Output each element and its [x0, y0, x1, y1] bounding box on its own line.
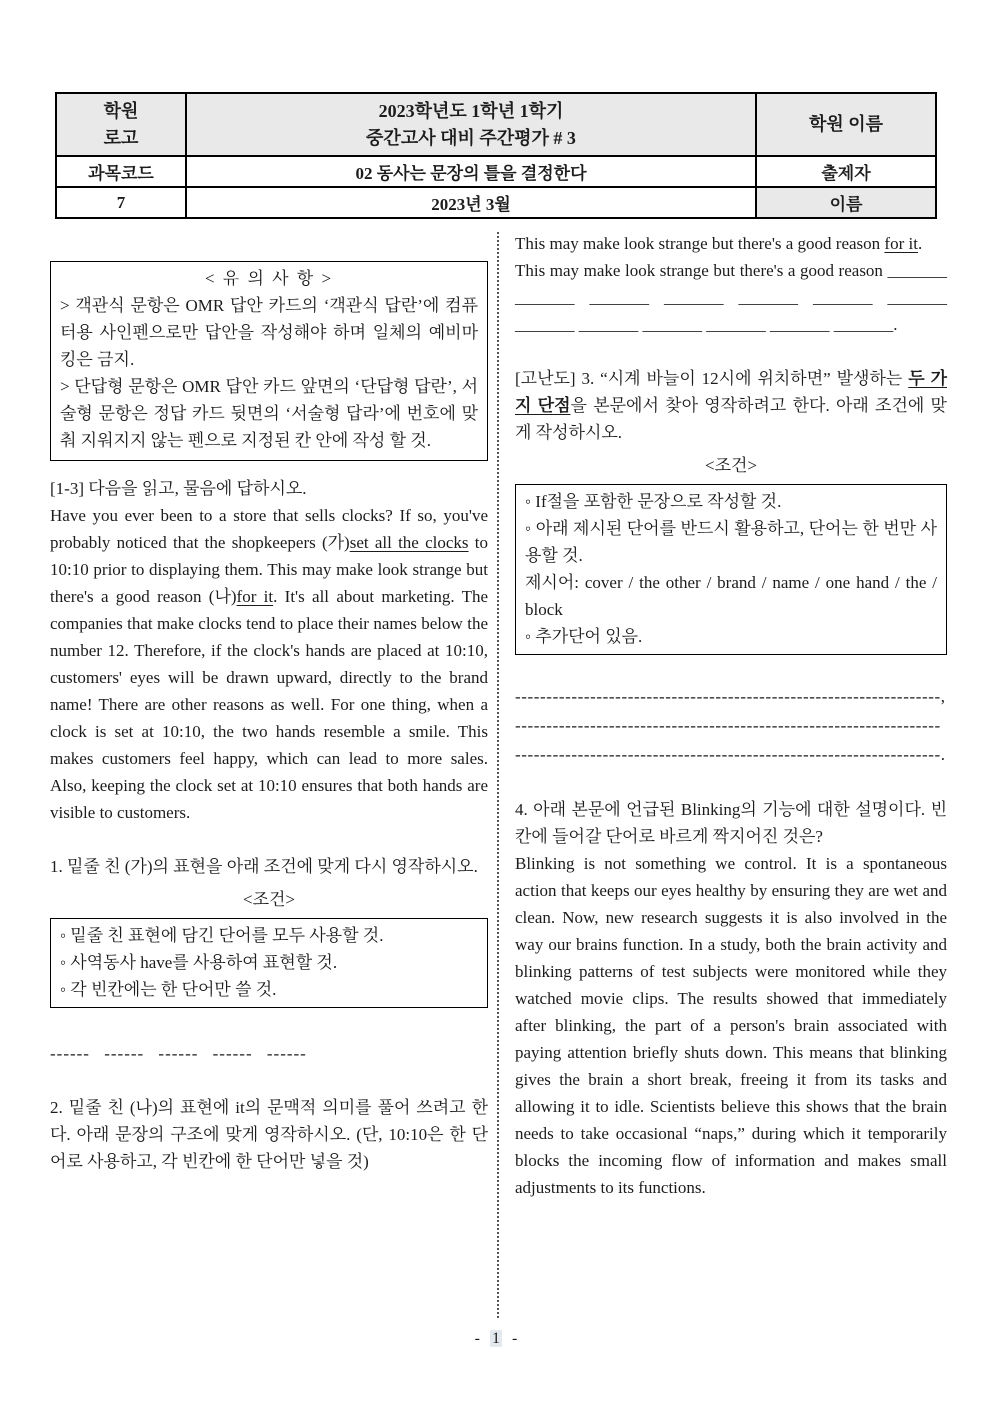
notice-title: < 유 의 사 항 >	[204, 269, 334, 288]
condition-item: ◦ 사역동사 have를 사용하여 표현할 것.	[60, 953, 338, 972]
condition-item: ◦ If절을 포함한 문장으로 작성할 것.	[525, 492, 782, 511]
question-1-answer-blanks: ------ ------ ------ ------ ------	[50, 1044, 307, 1063]
question-3-stem	[515, 365, 947, 446]
examiner-label-cell: 출제자	[756, 156, 936, 187]
spacer	[50, 461, 488, 475]
sentence-segment: This may make look strange but there's a good reason	[515, 234, 885, 253]
question-4-stem: 4. 아래 본문에 언급된 Blinking의 기능에 대한 설명이다. 빈칸에 들어갈 단어로 바르게 짝지어진 것은?	[515, 800, 947, 846]
underlined-expression-na: for it	[236, 587, 274, 606]
spacer	[515, 338, 947, 365]
rewrite-sentence-with-blanks	[515, 257, 947, 338]
question-3-condition-label: <조건>	[704, 456, 758, 475]
right-column	[515, 230, 947, 1201]
notice-box	[50, 261, 488, 461]
condition-item: ◦ 각 빈칸에는 한 단어만 쓸 것.	[60, 980, 277, 999]
column-divider	[497, 232, 499, 1318]
underlined-expression-ga: set all the clocks	[349, 533, 469, 552]
reading-passage	[50, 502, 488, 826]
condition-item: ◦ 밑줄 친 표현에 담긴 단어를 모두 사용할 것.	[60, 926, 384, 945]
academy-logo-line1: 학원	[103, 100, 139, 121]
header-table	[55, 92, 937, 219]
emphasized-two-disadvantages: 두 가지 단점	[515, 369, 947, 415]
underlined-for-it: for it	[884, 234, 918, 253]
footer-dash-left: -	[474, 1330, 480, 1347]
model-sentence	[515, 230, 947, 257]
left-column	[50, 230, 488, 1175]
blinking-passage: Blinking is not something we control. It is a spontaneous action that keeps our eyes healthy by ensuring they are wet and clean. Now, new research suggests it is also involved in the way our brains function. In a study, both the brain activity and blinking patterns of test subjects were monitored while they watched movie clips. The results showed that immediately after blinking, the part of a person's brain associated with paying attention briefly shuts down. This means that blinking gives the brain a short break, freeing it from its tasks and allowing it to idle. Scientists believe this shows that the brain needs to take occasional “naps,” during which it temporarily blocks the incoming flow of information and makes small adjustments to its functions.	[515, 854, 947, 1197]
question-3-answer-line-3: --------------------------------------------------------------------.	[515, 745, 946, 764]
sentence-segment: This may make look strange but there's a good reason	[515, 261, 888, 280]
stem-segment: 을 본문에서 찾아 영작하려고 한다. 아래 조건에 맞게 작성하시오.	[515, 396, 947, 442]
reading-directions: [1-3] 다음을 읽고, 물음에 답하시오.	[50, 479, 307, 498]
passage-segment: to 10:10 prior to displaying them. This may make look strange but there's a good reason (나)	[50, 533, 488, 606]
footer-dash-right: -	[512, 1330, 518, 1347]
subject-code-value-cell: 7	[56, 187, 186, 218]
question-1-stem: 1. 밑줄 친 (가)의 표현을 아래 조건에 맞게 다시 영작하시오.	[50, 857, 478, 876]
question-3-answer-line-1: --------------------------------------------------------------------,	[515, 687, 946, 706]
passage-segment: . It's all about marketing. The companies that make clocks tend to place their names below the number 12. Therefore, if the clock's hands are placed at 10:10, customers' eyes will be drawn upward, directly to the brand name! There are other reasons as well. For one thing, when a clock is set at 10:10, the two hands resemble a smile. This makes customers feel happy, which can lead to more sales. Also, keeping the clock set at 10:10 ensures that both hands are visible to customers.	[50, 587, 488, 822]
spacer	[515, 769, 947, 796]
answer-blank-underscores: _______ _______ _______ _______ _______ _______ _______ _______ _______ _______ _______ _______ _______.	[515, 261, 947, 334]
stem-segment: [고난도] 3. “시계 바늘이 12시에 위치하면” 발생하는	[515, 369, 909, 388]
question-1-condition-box	[50, 918, 488, 1008]
unit-title-cell: 02 동사는 문장의 틀을 결정한다	[186, 156, 756, 187]
condition-item: ◦ 아래 제시된 단어를 반드시 활용하고, 단어는 한 번만 사용할 것.	[525, 519, 937, 565]
sentence-segment: .	[917, 234, 923, 253]
question-3-answer-line-2: --------------------------------------------------------------------	[515, 716, 941, 735]
question-3-condition-box	[515, 484, 947, 655]
passage-segment: Have you ever been to a store that sells clocks? If so, you've probably noticed that the shopkeepers (가)	[50, 506, 488, 552]
exam-title-line2: 중간고사 대비 주간평가 # 3	[366, 127, 576, 148]
notice-item-2: > 단답형 문항은 OMR 답안 카드 앞면의 ‘단답형 답란’, 서술형 문항은 정답 카드 뒷면의 ‘서술형 답라’에 번호에 맞춰 지워지지 않는 펜으로 지정된 칸 안에 작성 할 것.	[60, 377, 478, 450]
page-footer	[0, 1330, 992, 1348]
spacer	[50, 826, 488, 853]
page-number: 1	[492, 1330, 500, 1347]
academy-name-cell: 학원 이름	[756, 93, 936, 156]
academy-logo-line2: 로고	[103, 127, 139, 148]
name-label-cell: 이름	[756, 187, 936, 218]
exam-date-cell: 2023년 3월	[186, 187, 756, 218]
exam-title-cell	[186, 93, 756, 156]
exam-title-line1: 2023학년도 1학년 1학기	[378, 100, 564, 121]
subject-code-label-cell: 과목코드	[56, 156, 186, 187]
question-2-stem: 2. 밑줄 친 (나)의 표현에 it의 문맥적 의미를 풀어 쓰려고 한다. 아래 문장의 구조에 맞게 영작하시오. (단, 10:10은 한 단어로 사용하고, 각 빈칸에 한 단어만 넣을 것)	[50, 1098, 488, 1171]
spacer	[515, 655, 947, 682]
condition-word-bank: 제시어: cover / the other / brand / name / one hand / the / block	[525, 573, 937, 619]
condition-item: ◦ 추가단어 있음.	[525, 627, 643, 646]
question-1-condition-label: <조건>	[242, 890, 296, 909]
academy-logo-cell	[56, 93, 186, 156]
spacer	[50, 1067, 488, 1094]
notice-item-1: > 객관식 문항은 OMR 답안 카드의 ‘객관식 답란’에 컴퓨터용 사인펜으로만 답안을 작성해야 하며 일체의 예비마킹은 금지.	[60, 296, 478, 369]
